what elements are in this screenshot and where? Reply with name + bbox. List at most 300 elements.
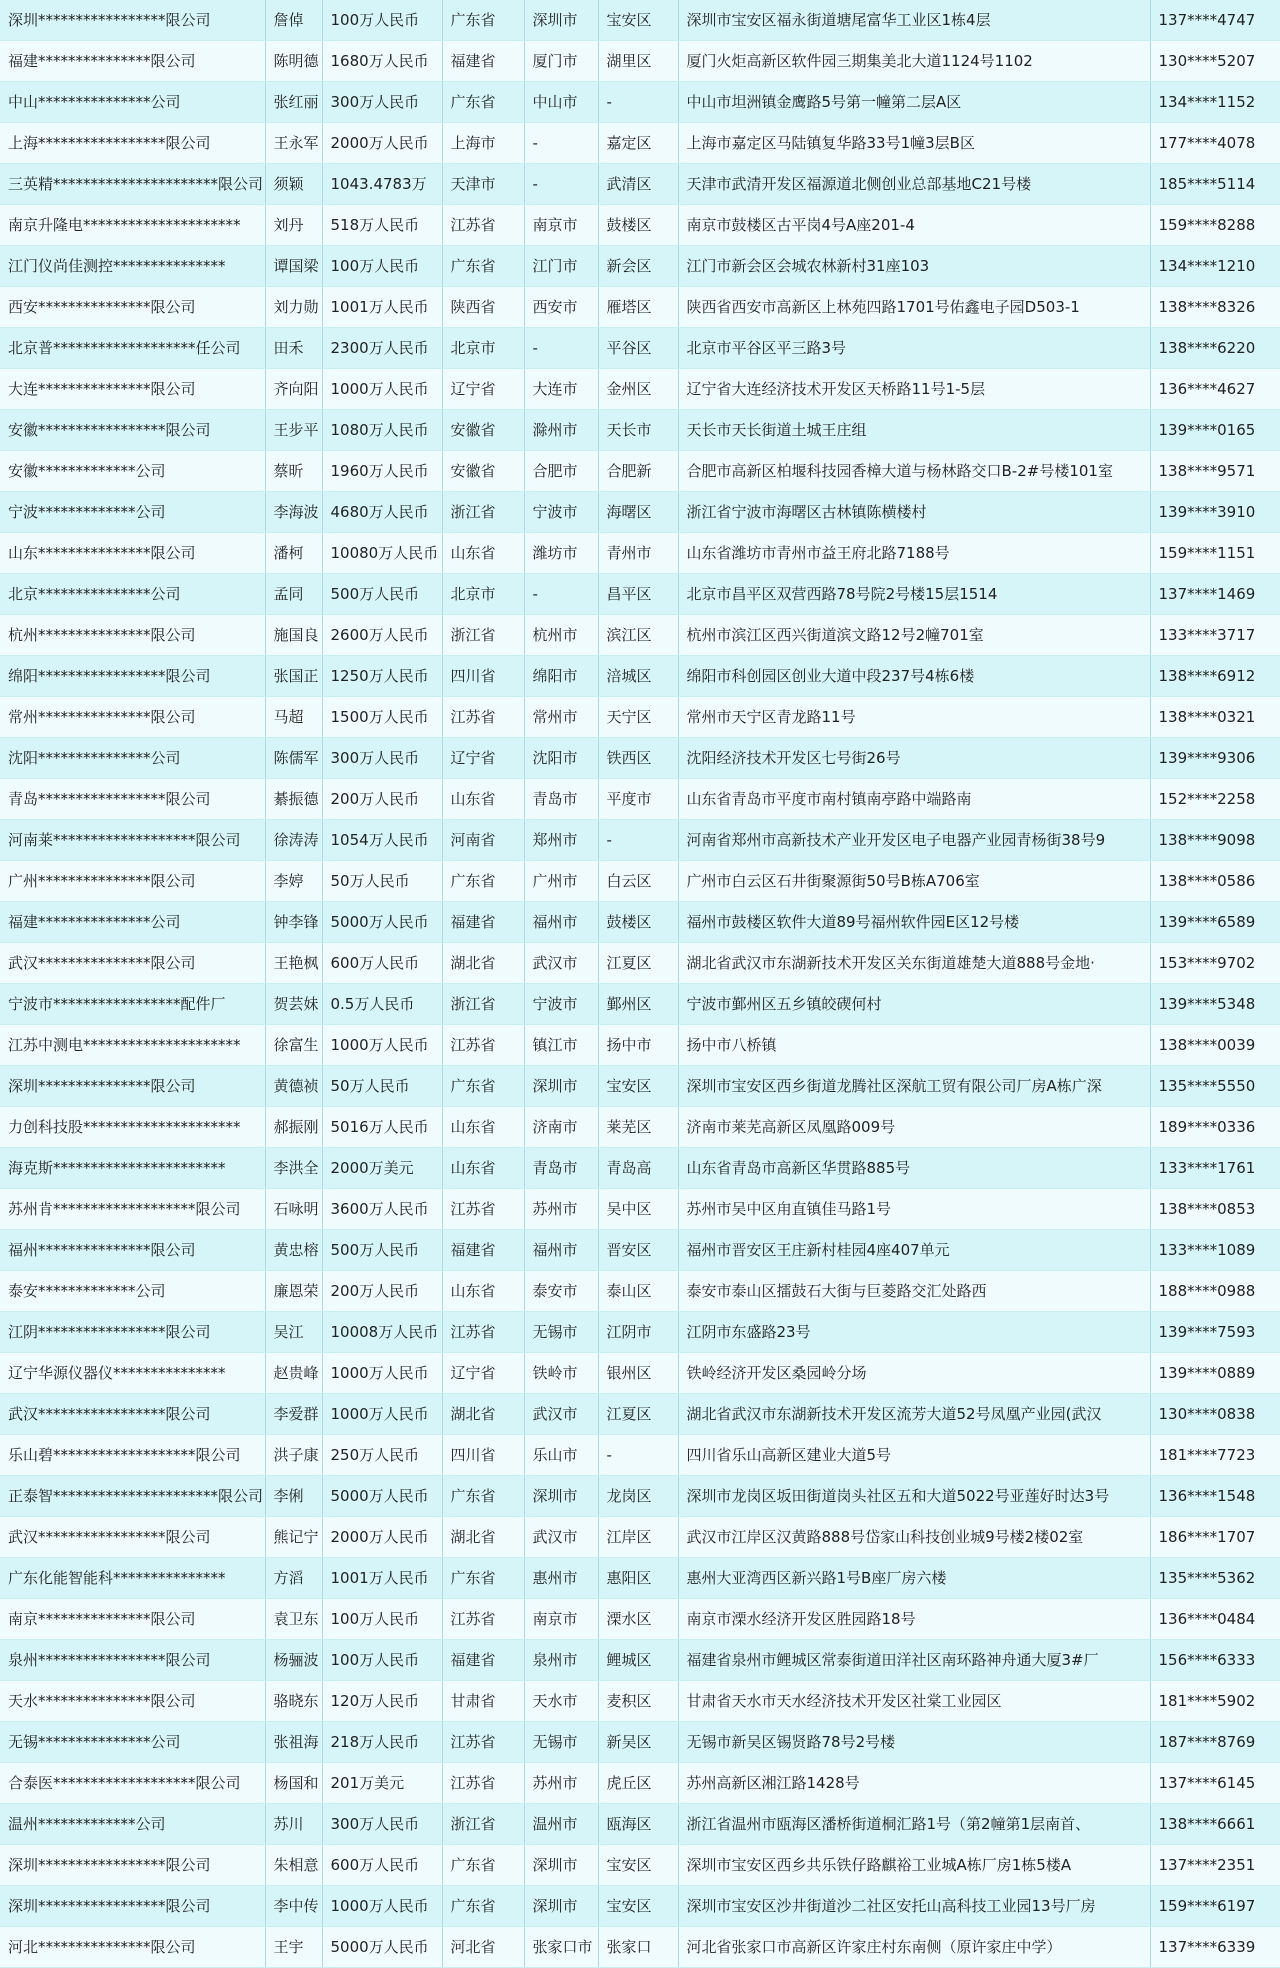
legal-person-cell: 王永军 xyxy=(265,123,322,164)
district-cell: 江夏区 xyxy=(598,1394,678,1435)
registered-capital-cell: 300万人民币 xyxy=(322,82,442,123)
city-cell: 潍坊市 xyxy=(524,533,598,574)
legal-person-cell: 熊记宁 xyxy=(265,1517,322,1558)
table-row xyxy=(0,1927,1280,1968)
table-row xyxy=(0,1394,1280,1435)
address-cell: 泰安市泰山区擂鼓石大街与巨菱路交汇处路西 xyxy=(678,1271,1150,1312)
province-cell: 山东省 xyxy=(442,779,524,820)
address-cell: 济南市莱芜高新区凤凰路009号 xyxy=(678,1107,1150,1148)
city-cell: 武汉市 xyxy=(524,943,598,984)
district-cell: 江岸区 xyxy=(598,1517,678,1558)
phone-cell: 138****6661 xyxy=(1150,1804,1280,1845)
registered-capital-cell: 201万美元 xyxy=(322,1763,442,1804)
address-cell: 山东省青岛市高新区华贯路885号 xyxy=(678,1148,1150,1189)
district-cell: 鄞州区 xyxy=(598,984,678,1025)
city-cell: 无锡市 xyxy=(524,1312,598,1353)
city-cell: 深圳市 xyxy=(524,1476,598,1517)
province-cell: 江苏省 xyxy=(442,205,524,246)
address-cell: 福州市鼓楼区软件大道89号福州软件园E区12号楼 xyxy=(678,902,1150,943)
phone-cell: 137****1469 xyxy=(1150,574,1280,615)
province-cell: 广东省 xyxy=(442,246,524,287)
city-cell: 惠州市 xyxy=(524,1558,598,1599)
city-cell: 沈阳市 xyxy=(524,738,598,779)
city-cell: - xyxy=(524,328,598,369)
company-name-cell: 河南莱*******************限公司 xyxy=(0,820,265,861)
district-cell: 涪城区 xyxy=(598,656,678,697)
province-cell: 山东省 xyxy=(442,1148,524,1189)
city-cell: 厦门市 xyxy=(524,41,598,82)
legal-person-cell: 谭国梁 xyxy=(265,246,322,287)
legal-person-cell: 石咏明 xyxy=(265,1189,322,1230)
city-cell: 深圳市 xyxy=(524,1066,598,1107)
table-row xyxy=(0,164,1280,205)
company-name-cell: 武汉*****************限公司 xyxy=(0,1517,265,1558)
address-cell: 绵阳市科创园区创业大道中段237号4栋6楼 xyxy=(678,656,1150,697)
address-cell: 江阴市东盛路23号 xyxy=(678,1312,1150,1353)
legal-person-cell: 赵贵峰 xyxy=(265,1353,322,1394)
city-cell: 郑州市 xyxy=(524,820,598,861)
city-cell: 济南市 xyxy=(524,1107,598,1148)
province-cell: 河北省 xyxy=(442,1927,524,1968)
district-cell: 湖里区 xyxy=(598,41,678,82)
address-cell: 河南省郑州市高新技术产业开发区电子电器产业园青杨街38号9 xyxy=(678,820,1150,861)
district-cell: 麦积区 xyxy=(598,1681,678,1722)
phone-cell: 138****8326 xyxy=(1150,287,1280,328)
district-cell: 武清区 xyxy=(598,164,678,205)
province-cell: 北京市 xyxy=(442,328,524,369)
legal-person-cell: 李俐 xyxy=(265,1476,322,1517)
legal-person-cell: 朱相意 xyxy=(265,1845,322,1886)
registered-capital-cell: 1000万人民币 xyxy=(322,1353,442,1394)
phone-cell: 139****6589 xyxy=(1150,902,1280,943)
district-cell: 青州市 xyxy=(598,533,678,574)
city-cell: 镇江市 xyxy=(524,1025,598,1066)
registered-capital-cell: 4680万人民币 xyxy=(322,492,442,533)
city-cell: 武汉市 xyxy=(524,1517,598,1558)
phone-cell: 153****9702 xyxy=(1150,943,1280,984)
table-row xyxy=(0,82,1280,123)
company-name-cell: 安徽*****************限公司 xyxy=(0,410,265,451)
table-row xyxy=(0,1681,1280,1722)
phone-cell: 177****4078 xyxy=(1150,123,1280,164)
province-cell: 安徽省 xyxy=(442,451,524,492)
city-cell: 福州市 xyxy=(524,1230,598,1271)
city-cell: 南京市 xyxy=(524,1599,598,1640)
city-cell: 广州市 xyxy=(524,861,598,902)
district-cell: 青岛高 xyxy=(598,1148,678,1189)
phone-cell: 139****7593 xyxy=(1150,1312,1280,1353)
registered-capital-cell: 1080万人民币 xyxy=(322,410,442,451)
company-name-cell: 深圳*****************限公司 xyxy=(0,1886,265,1927)
table-row xyxy=(0,779,1280,820)
company-name-cell: 三英精**********************限公司 xyxy=(0,164,265,205)
legal-person-cell: 齐向阳 xyxy=(265,369,322,410)
table-row xyxy=(0,861,1280,902)
table-row xyxy=(0,410,1280,451)
phone-cell: 138****6220 xyxy=(1150,328,1280,369)
company-name-cell: 安徽*************公司 xyxy=(0,451,265,492)
phone-cell: 152****2258 xyxy=(1150,779,1280,820)
address-cell: 常州市天宁区青龙路11号 xyxy=(678,697,1150,738)
phone-cell: 138****0039 xyxy=(1150,1025,1280,1066)
address-cell: 深圳市宝安区沙井街道沙二社区安托山高科技工业园13号厂房 xyxy=(678,1886,1150,1927)
table-row xyxy=(0,574,1280,615)
company-name-cell: 海克斯*********************** xyxy=(0,1148,265,1189)
phone-cell: 137****4747 xyxy=(1150,0,1280,41)
address-cell: 深圳市宝安区西乡街道龙腾社区深航工贸有限公司厂房A栋广深 xyxy=(678,1066,1150,1107)
registered-capital-cell: 500万人民币 xyxy=(322,574,442,615)
province-cell: 广东省 xyxy=(442,1558,524,1599)
district-cell: 江阴市 xyxy=(598,1312,678,1353)
phone-cell: 159****6197 xyxy=(1150,1886,1280,1927)
registered-capital-cell: 1001万人民币 xyxy=(322,287,442,328)
legal-person-cell: 李爱群 xyxy=(265,1394,322,1435)
address-cell: 天长市天长街道土城王庄组 xyxy=(678,410,1150,451)
table-row xyxy=(0,123,1280,164)
address-cell: 广州市白云区石井街聚源街50号B栋A706室 xyxy=(678,861,1150,902)
legal-person-cell: 刘丹 xyxy=(265,205,322,246)
address-cell: 合肥市高新区柏堰科技园香樟大道与杨林路交口B-2#号楼101室 xyxy=(678,451,1150,492)
phone-cell: 139****0165 xyxy=(1150,410,1280,451)
company-name-cell: 杭州***************限公司 xyxy=(0,615,265,656)
phone-cell: 130****5207 xyxy=(1150,41,1280,82)
district-cell: 鲤城区 xyxy=(598,1640,678,1681)
city-cell: 宁波市 xyxy=(524,492,598,533)
company-name-cell: 苏州肯*******************限公司 xyxy=(0,1189,265,1230)
company-name-cell: 广州***************限公司 xyxy=(0,861,265,902)
table-row xyxy=(0,1025,1280,1066)
province-cell: 浙江省 xyxy=(442,492,524,533)
phone-cell: 130****0838 xyxy=(1150,1394,1280,1435)
province-cell: 辽宁省 xyxy=(442,738,524,779)
district-cell: 晋安区 xyxy=(598,1230,678,1271)
phone-cell: 136****0484 xyxy=(1150,1599,1280,1640)
company-name-cell: 深圳*****************限公司 xyxy=(0,1845,265,1886)
province-cell: 陕西省 xyxy=(442,287,524,328)
city-cell: 江门市 xyxy=(524,246,598,287)
table-row xyxy=(0,1886,1280,1927)
table-row xyxy=(0,697,1280,738)
registered-capital-cell: 10080万人民币 xyxy=(322,533,442,574)
address-cell: 山东省青岛市平度市南村镇南亭路中端路南 xyxy=(678,779,1150,820)
registered-capital-cell: 100万人民币 xyxy=(322,1640,442,1681)
legal-person-cell: 李洪全 xyxy=(265,1148,322,1189)
province-cell: 天津市 xyxy=(442,164,524,205)
registered-capital-cell: 200万人民币 xyxy=(322,779,442,820)
city-cell: 乐山市 xyxy=(524,1435,598,1476)
legal-person-cell: 王宇 xyxy=(265,1927,322,1968)
table-row xyxy=(0,1435,1280,1476)
district-cell: 鼓楼区 xyxy=(598,205,678,246)
province-cell: 山东省 xyxy=(442,1107,524,1148)
registered-capital-cell: 2000万人民币 xyxy=(322,123,442,164)
company-name-cell: 福建***************公司 xyxy=(0,902,265,943)
company-name-cell: 武汉***************限公司 xyxy=(0,943,265,984)
city-cell: 西安市 xyxy=(524,287,598,328)
registered-capital-cell: 1000万人民币 xyxy=(322,1394,442,1435)
legal-person-cell: 张祖海 xyxy=(265,1722,322,1763)
district-cell: 莱芜区 xyxy=(598,1107,678,1148)
company-name-cell: 福建***************限公司 xyxy=(0,41,265,82)
table-row xyxy=(0,656,1280,697)
legal-person-cell: 吴江 xyxy=(265,1312,322,1353)
table-row xyxy=(0,533,1280,574)
company-name-cell: 广东化能智能科*************** xyxy=(0,1558,265,1599)
phone-cell: 139****0889 xyxy=(1150,1353,1280,1394)
registered-capital-cell: 300万人民币 xyxy=(322,738,442,779)
registered-capital-cell: 2000万美元 xyxy=(322,1148,442,1189)
province-cell: 广东省 xyxy=(442,1845,524,1886)
address-cell: 苏州市吴中区甪直镇佳马路1号 xyxy=(678,1189,1150,1230)
registered-capital-cell: 100万人民币 xyxy=(322,1599,442,1640)
city-cell: 大连市 xyxy=(524,369,598,410)
company-name-cell: 北京***************公司 xyxy=(0,574,265,615)
legal-person-cell: 钟李锋 xyxy=(265,902,322,943)
province-cell: 河南省 xyxy=(442,820,524,861)
district-cell: 惠阳区 xyxy=(598,1558,678,1599)
city-cell: 杭州市 xyxy=(524,615,598,656)
phone-cell: 137****2351 xyxy=(1150,1845,1280,1886)
city-cell: 泉州市 xyxy=(524,1640,598,1681)
registered-capital-cell: 50万人民币 xyxy=(322,1066,442,1107)
address-cell: 北京市昌平区双营西路78号院2号楼15层1514 xyxy=(678,574,1150,615)
table-row xyxy=(0,1148,1280,1189)
registered-capital-cell: 1001万人民币 xyxy=(322,1558,442,1599)
legal-person-cell: 陈明德 xyxy=(265,41,322,82)
registered-capital-cell: 300万人民币 xyxy=(322,1804,442,1845)
company-name-cell: 绵阳*****************限公司 xyxy=(0,656,265,697)
district-cell: 金州区 xyxy=(598,369,678,410)
city-cell: 深圳市 xyxy=(524,1886,598,1927)
address-cell: 扬中市八桥镇 xyxy=(678,1025,1150,1066)
district-cell: 平度市 xyxy=(598,779,678,820)
registered-capital-cell: 1000万人民币 xyxy=(322,1025,442,1066)
district-cell: 雁塔区 xyxy=(598,287,678,328)
company-name-cell: 宁波*************公司 xyxy=(0,492,265,533)
phone-cell: 159****8288 xyxy=(1150,205,1280,246)
province-cell: 福建省 xyxy=(442,902,524,943)
phone-cell: 136****4627 xyxy=(1150,369,1280,410)
registered-capital-cell: 200万人民币 xyxy=(322,1271,442,1312)
phone-cell: 139****3910 xyxy=(1150,492,1280,533)
phone-cell: 188****0988 xyxy=(1150,1271,1280,1312)
registered-capital-cell: 100万人民币 xyxy=(322,0,442,41)
province-cell: 北京市 xyxy=(442,574,524,615)
city-cell: 滁州市 xyxy=(524,410,598,451)
city-cell: 苏州市 xyxy=(524,1189,598,1230)
district-cell: 扬中市 xyxy=(598,1025,678,1066)
table-row xyxy=(0,1066,1280,1107)
registered-capital-cell: 5016万人民币 xyxy=(322,1107,442,1148)
city-cell: 泰安市 xyxy=(524,1271,598,1312)
phone-cell: 138****0853 xyxy=(1150,1189,1280,1230)
address-cell: 湖北省武汉市东湖新技术开发区关东街道雄楚大道888号金地· xyxy=(678,943,1150,984)
legal-person-cell: 綦振德 xyxy=(265,779,322,820)
table-row xyxy=(0,1722,1280,1763)
district-cell: 溧水区 xyxy=(598,1599,678,1640)
registered-capital-cell: 1960万人民币 xyxy=(322,451,442,492)
address-cell: 江门市新会区会城农林新村31座103 xyxy=(678,246,1150,287)
district-cell: 宝安区 xyxy=(598,0,678,41)
city-cell: 深圳市 xyxy=(524,0,598,41)
province-cell: 江苏省 xyxy=(442,1599,524,1640)
registered-capital-cell: 1054万人民币 xyxy=(322,820,442,861)
phone-cell: 133****1089 xyxy=(1150,1230,1280,1271)
address-cell: 惠州大亚湾西区新兴路1号B座厂房六楼 xyxy=(678,1558,1150,1599)
district-cell: 海曙区 xyxy=(598,492,678,533)
table-row xyxy=(0,451,1280,492)
city-cell: 铁岭市 xyxy=(524,1353,598,1394)
province-cell: 江苏省 xyxy=(442,1189,524,1230)
phone-cell: 139****5348 xyxy=(1150,984,1280,1025)
legal-person-cell: 杨国和 xyxy=(265,1763,322,1804)
address-cell: 福建省泉州市鲤城区常泰街道田洋社区南环路神舟通大厦3#厂 xyxy=(678,1640,1150,1681)
table-row xyxy=(0,1640,1280,1681)
district-cell: - xyxy=(598,82,678,123)
company-name-cell: 深圳*****************限公司 xyxy=(0,0,265,41)
table-row xyxy=(0,820,1280,861)
table-row xyxy=(0,205,1280,246)
phone-cell: 133****3717 xyxy=(1150,615,1280,656)
company-name-cell: 温州*************公司 xyxy=(0,1804,265,1845)
table-row xyxy=(0,984,1280,1025)
legal-person-cell: 田禾 xyxy=(265,328,322,369)
legal-person-cell: 黄忠榕 xyxy=(265,1230,322,1271)
table-row xyxy=(0,246,1280,287)
phone-cell: 137****6339 xyxy=(1150,1927,1280,1968)
registered-capital-cell: 5000万人民币 xyxy=(322,902,442,943)
registered-capital-cell: 5000万人民币 xyxy=(322,1927,442,1968)
company-name-cell: 常州***************限公司 xyxy=(0,697,265,738)
company-name-cell: 宁波市*****************配件厂 xyxy=(0,984,265,1025)
phone-cell: 136****1548 xyxy=(1150,1476,1280,1517)
city-cell: - xyxy=(524,164,598,205)
company-name-cell: 南京升隆电********************* xyxy=(0,205,265,246)
phone-cell: 138****9571 xyxy=(1150,451,1280,492)
company-name-cell: 沈阳***************公司 xyxy=(0,738,265,779)
legal-person-cell: 马超 xyxy=(265,697,322,738)
province-cell: 广东省 xyxy=(442,82,524,123)
legal-person-cell: 黄德祯 xyxy=(265,1066,322,1107)
table-row xyxy=(0,1189,1280,1230)
legal-person-cell: 袁卫东 xyxy=(265,1599,322,1640)
registered-capital-cell: 250万人民币 xyxy=(322,1435,442,1476)
address-cell: 陕西省西安市高新区上林苑四路1701号佑鑫电子园D503-1 xyxy=(678,287,1150,328)
table-row xyxy=(0,369,1280,410)
district-cell: 宝安区 xyxy=(598,1845,678,1886)
registered-capital-cell: 10008万人民币 xyxy=(322,1312,442,1353)
company-name-cell: 大连***************限公司 xyxy=(0,369,265,410)
phone-cell: 185****5114 xyxy=(1150,164,1280,205)
phone-cell: 181****7723 xyxy=(1150,1435,1280,1476)
company-name-cell: 西安***************限公司 xyxy=(0,287,265,328)
city-cell: 深圳市 xyxy=(524,1845,598,1886)
address-cell: 杭州市滨江区西兴街道滨文路12号2幢701室 xyxy=(678,615,1150,656)
phone-cell: 139****9306 xyxy=(1150,738,1280,779)
table-row xyxy=(0,943,1280,984)
table-row xyxy=(0,1353,1280,1394)
city-cell: 福州市 xyxy=(524,902,598,943)
address-cell: 宁波市鄞州区五乡镇皎碶何村 xyxy=(678,984,1150,1025)
district-cell: 瓯海区 xyxy=(598,1804,678,1845)
address-cell: 北京市平谷区平三路3号 xyxy=(678,328,1150,369)
address-cell: 天津市武清开发区福源道北侧创业总部基地C21号楼 xyxy=(678,164,1150,205)
company-name-cell: 武汉*****************限公司 xyxy=(0,1394,265,1435)
registered-capital-cell: 1000万人民币 xyxy=(322,369,442,410)
district-cell: 昌平区 xyxy=(598,574,678,615)
district-cell: 吴中区 xyxy=(598,1189,678,1230)
address-cell: 湖北省武汉市东湖新技术开发区流芳大道52号凤凰产业园(武汉 xyxy=(678,1394,1150,1435)
company-name-cell: 南京***************限公司 xyxy=(0,1599,265,1640)
registered-capital-cell: 2000万人民币 xyxy=(322,1517,442,1558)
district-cell: 虎丘区 xyxy=(598,1763,678,1804)
table-row xyxy=(0,1517,1280,1558)
province-cell: 广东省 xyxy=(442,861,524,902)
address-cell: 上海市嘉定区马陆镇复华路33号1幢3层B区 xyxy=(678,123,1150,164)
province-cell: 福建省 xyxy=(442,41,524,82)
registered-capital-cell: 0.5万人民币 xyxy=(322,984,442,1025)
registered-capital-cell: 600万人民币 xyxy=(322,1845,442,1886)
province-cell: 甘肃省 xyxy=(442,1681,524,1722)
province-cell: 江苏省 xyxy=(442,1722,524,1763)
table-row xyxy=(0,0,1280,41)
table-row xyxy=(0,738,1280,779)
company-name-cell: 深圳***************限公司 xyxy=(0,1066,265,1107)
city-cell: 无锡市 xyxy=(524,1722,598,1763)
legal-person-cell: 李中传 xyxy=(265,1886,322,1927)
table-row xyxy=(0,902,1280,943)
legal-person-cell: 蔡昕 xyxy=(265,451,322,492)
province-cell: 江苏省 xyxy=(442,1312,524,1353)
phone-cell: 135****5550 xyxy=(1150,1066,1280,1107)
table-row xyxy=(0,492,1280,533)
legal-person-cell: 张国正 xyxy=(265,656,322,697)
address-cell: 苏州高新区湘江路1428号 xyxy=(678,1763,1150,1804)
phone-cell: 186****1707 xyxy=(1150,1517,1280,1558)
district-cell: 平谷区 xyxy=(598,328,678,369)
table-row xyxy=(0,615,1280,656)
legal-person-cell: 苏川 xyxy=(265,1804,322,1845)
district-cell: 嘉定区 xyxy=(598,123,678,164)
district-cell: 天宁区 xyxy=(598,697,678,738)
address-cell: 四川省乐山高新区建业大道5号 xyxy=(678,1435,1150,1476)
table-row xyxy=(0,1763,1280,1804)
province-cell: 福建省 xyxy=(442,1640,524,1681)
province-cell: 浙江省 xyxy=(442,1804,524,1845)
address-cell: 中山市坦洲镇金鹰路5号第一幢第二层A区 xyxy=(678,82,1150,123)
province-cell: 江苏省 xyxy=(442,1763,524,1804)
company-name-cell: 上海*****************限公司 xyxy=(0,123,265,164)
company-name-cell: 正泰智**********************限公司 xyxy=(0,1476,265,1517)
address-cell: 深圳市宝安区福永街道塘尾富华工业区1栋4层 xyxy=(678,0,1150,41)
company-name-cell: 山东***************限公司 xyxy=(0,533,265,574)
district-cell: - xyxy=(598,820,678,861)
province-cell: 江苏省 xyxy=(442,697,524,738)
registered-capital-cell: 2300万人民币 xyxy=(322,328,442,369)
address-cell: 山东省潍坊市青州市益王府北路7188号 xyxy=(678,533,1150,574)
city-cell: 苏州市 xyxy=(524,1763,598,1804)
legal-person-cell: 须颖 xyxy=(265,164,322,205)
address-cell: 深圳市宝安区西乡共乐铁仔路麒裕工业城A栋厂房1栋5楼A xyxy=(678,1845,1150,1886)
registered-capital-cell: 50万人民币 xyxy=(322,861,442,902)
city-cell: 中山市 xyxy=(524,82,598,123)
district-cell: 天长市 xyxy=(598,410,678,451)
address-cell: 福州市晋安区王庄新村桂园4座407单元 xyxy=(678,1230,1150,1271)
district-cell: 铁西区 xyxy=(598,738,678,779)
province-cell: 浙江省 xyxy=(442,615,524,656)
district-cell: 新会区 xyxy=(598,246,678,287)
city-cell: 武汉市 xyxy=(524,1394,598,1435)
